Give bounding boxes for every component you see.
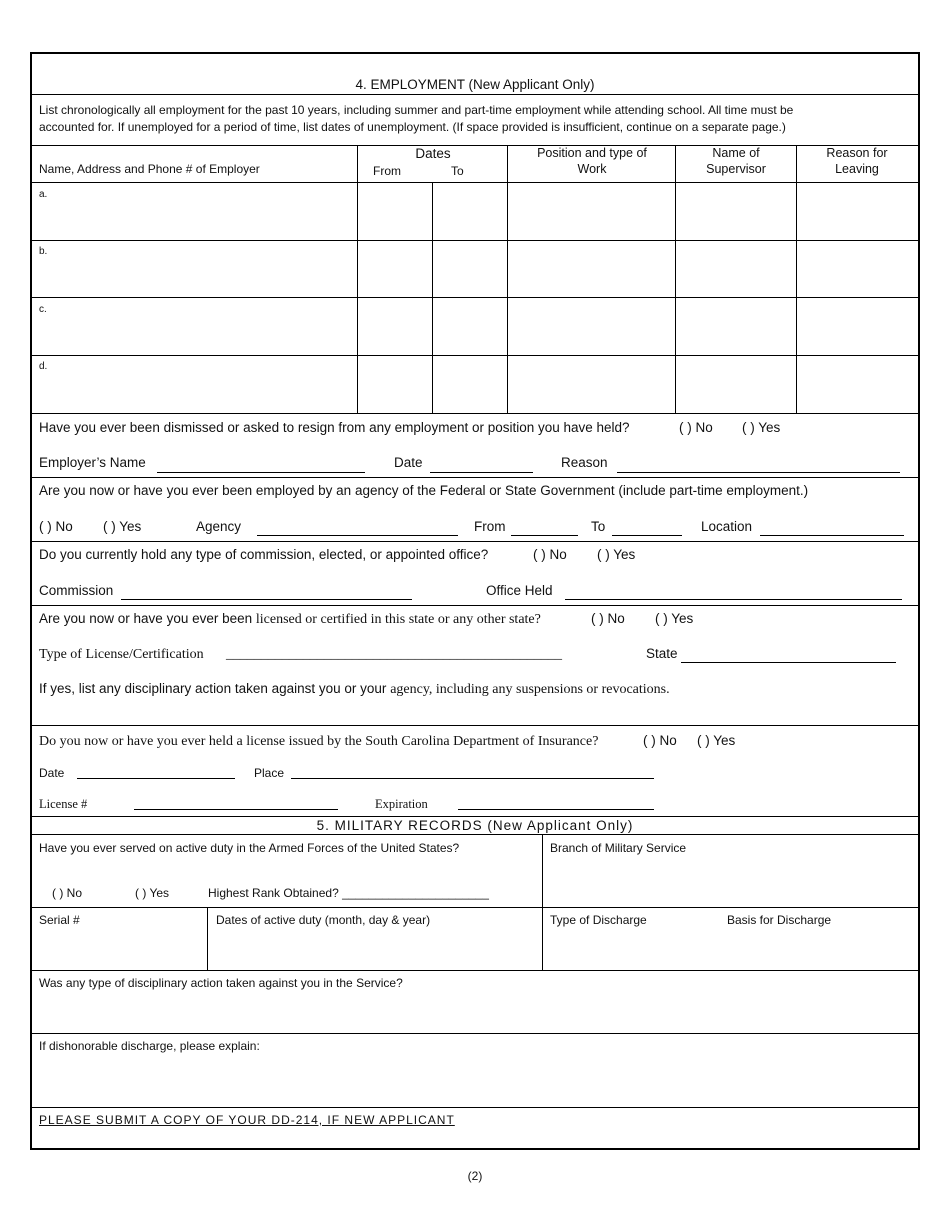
column-supervisor — [676, 145, 796, 177]
license-disciplinary-part1: If yes, list any disciplinary action taken against you or your — [39, 681, 387, 696]
office-question: Do you currently hold any type of commission, elected, or appointed office? — [39, 547, 489, 562]
office-yes-checkbox[interactable]: ( ) Yes — [597, 547, 636, 562]
employer-name-field[interactable] — [157, 472, 365, 473]
active-duty-dates-label: Dates of active duty (month, day & year) — [216, 913, 431, 927]
dismissed-reason-field[interactable] — [617, 472, 900, 473]
government-question: Are you now or have you ever been employed by an agency of the Federal or State Government (include part-time employment.) — [39, 483, 809, 498]
dismissed-question: Have you ever been dismissed or asked to resign from any employment or position you have held? — [39, 420, 630, 435]
divider — [32, 477, 918, 478]
divider — [32, 725, 918, 726]
column-dates: Dates — [415, 146, 451, 161]
divider — [32, 605, 918, 606]
column-divider — [675, 145, 676, 413]
active-duty-no-checkbox[interactable]: ( ) No — [52, 886, 82, 900]
license-disciplinary — [39, 681, 670, 698]
license-type-label: Type of License/Certification — [39, 647, 204, 662]
sc-license-label: License # — [39, 797, 88, 811]
commission-label: Commission — [39, 583, 114, 598]
row-label: b. — [39, 246, 48, 257]
column-supervisor-line1: Name of — [712, 146, 760, 160]
divider — [32, 1107, 918, 1108]
divider — [32, 541, 918, 542]
column-divider — [432, 182, 433, 413]
license-disciplinary-part2: agency, including any suspensions or revocations. — [390, 682, 670, 697]
table-row[interactable] — [32, 241, 357, 297]
sc-date-field[interactable] — [77, 778, 235, 779]
column-divider — [207, 907, 208, 970]
license-question-part2: licensed or certified in this state or any other state? — [255, 612, 541, 627]
application-form — [30, 52, 920, 1150]
office-no-checkbox[interactable]: ( ) No — [533, 547, 567, 562]
column-divider — [542, 834, 543, 970]
government-no-checkbox[interactable]: ( ) No — [39, 519, 73, 534]
government-from-label: From — [474, 519, 506, 534]
page-number: (2) — [467, 1169, 483, 1183]
license-type-field[interactable]: ________________________________________________ — [226, 647, 562, 662]
government-to-label: To — [591, 519, 606, 534]
employment-instructions-line2: accounted for. If unemployed for a period of time, list dates of unemployment. (If space provided is insufficient, continue on a separate page.) — [39, 120, 786, 134]
branch-label: Branch of Military Service — [550, 841, 687, 855]
column-divider — [357, 145, 358, 413]
commission-field[interactable] — [121, 599, 412, 600]
license-no-checkbox[interactable]: ( ) No — [591, 611, 625, 626]
service-disciplinary-label: Was any type of disciplinary action taken against you in the Service? — [39, 976, 403, 990]
government-yes-checkbox[interactable]: ( ) Yes — [103, 519, 142, 534]
dishonorable-label: If dishonorable discharge, please explain: — [39, 1039, 260, 1053]
employer-name-label: Employer’s Name — [39, 455, 146, 470]
agency-field[interactable] — [257, 535, 458, 536]
government-location-field[interactable] — [760, 535, 904, 536]
discharge-type-label: Type of Discharge — [550, 913, 647, 927]
sc-place-label: Place — [254, 766, 285, 780]
table-row[interactable] — [32, 183, 357, 240]
military-title: 5. MILITARY RECORDS (New Applicant Only) — [316, 818, 634, 833]
discharge-basis-label: Basis for Discharge — [727, 913, 832, 927]
table-row[interactable] — [32, 356, 357, 413]
highest-rank-field[interactable]: Highest Rank Obtained? ______________________ — [208, 886, 489, 900]
column-reason — [796, 145, 918, 177]
dismissed-date-label: Date — [394, 455, 423, 470]
divider — [32, 970, 918, 971]
dismissed-no-checkbox[interactable]: ( ) No — [679, 420, 713, 435]
license-question-part1: Are you now or have you ever been — [39, 611, 253, 626]
column-divider — [796, 145, 797, 413]
table-row[interactable] — [32, 298, 357, 355]
divider — [32, 907, 918, 908]
dd214-notice: PLEASE SUBMIT A COPY OF YOUR DD-214, IF NEW APPLICANT — [39, 1113, 455, 1127]
column-divider — [507, 145, 508, 413]
column-to: To — [451, 164, 464, 178]
divider — [32, 834, 918, 835]
divider — [32, 1033, 918, 1034]
active-duty-question: Have you ever served on active duty in the Armed Forces of the United States? — [39, 841, 460, 855]
divider — [32, 816, 918, 817]
license-state-label: State — [646, 646, 678, 661]
sc-insurance-question — [39, 733, 598, 750]
government-to-field[interactable] — [612, 535, 682, 536]
sc-insurance-yes-checkbox[interactable]: ( ) Yes — [697, 733, 736, 748]
dismissed-yes-checkbox[interactable]: ( ) Yes — [742, 420, 781, 435]
divider — [32, 413, 918, 414]
sc-license-field[interactable] — [134, 809, 338, 810]
dismissed-date-field[interactable] — [430, 472, 533, 473]
column-position-line2: Work — [577, 162, 607, 176]
sc-insurance-no-checkbox[interactable]: ( ) No — [643, 733, 677, 748]
column-reason-line1: Reason for — [826, 146, 888, 160]
license-question — [39, 611, 541, 628]
sc-insurance-question-text: Do you now or have you ever held a license issued by the South Carolina Department of Insurance? — [39, 734, 599, 749]
row-label: a. — [39, 189, 48, 200]
employment-instructions-line1: List chronologically all employment for the past 10 years, including summer and part-time employment while attending school. All time must be — [39, 103, 794, 117]
column-reason-line2: Leaving — [835, 162, 879, 176]
dismissed-reason-label: Reason — [561, 455, 608, 470]
agency-label: Agency — [196, 519, 242, 534]
row-label: c. — [39, 304, 47, 315]
sc-expiration-field[interactable] — [458, 809, 654, 810]
sc-place-field[interactable] — [291, 778, 654, 779]
office-held-label: Office Held — [486, 583, 553, 598]
serial-label: Serial # — [39, 913, 80, 927]
sc-date-label: Date — [39, 766, 65, 780]
active-duty-yes-checkbox[interactable]: ( ) Yes — [135, 886, 170, 900]
column-supervisor-line2: Supervisor — [706, 162, 766, 176]
column-position — [508, 145, 676, 177]
row-label: d. — [39, 361, 48, 372]
column-employer: Name, Address and Phone # of Employer — [39, 162, 260, 176]
license-yes-checkbox[interactable]: ( ) Yes — [655, 611, 694, 626]
government-location-label: Location — [701, 519, 753, 534]
column-from: From — [373, 164, 401, 178]
column-position-line1: Position and type of — [537, 146, 647, 160]
employment-title: 4. EMPLOYMENT (New Applicant Only) — [355, 77, 595, 92]
divider — [32, 94, 918, 95]
government-from-field[interactable] — [511, 535, 578, 536]
office-held-field[interactable] — [565, 599, 902, 600]
license-state-field[interactable] — [681, 662, 896, 663]
sc-expiration-label: Expiration — [375, 797, 428, 811]
